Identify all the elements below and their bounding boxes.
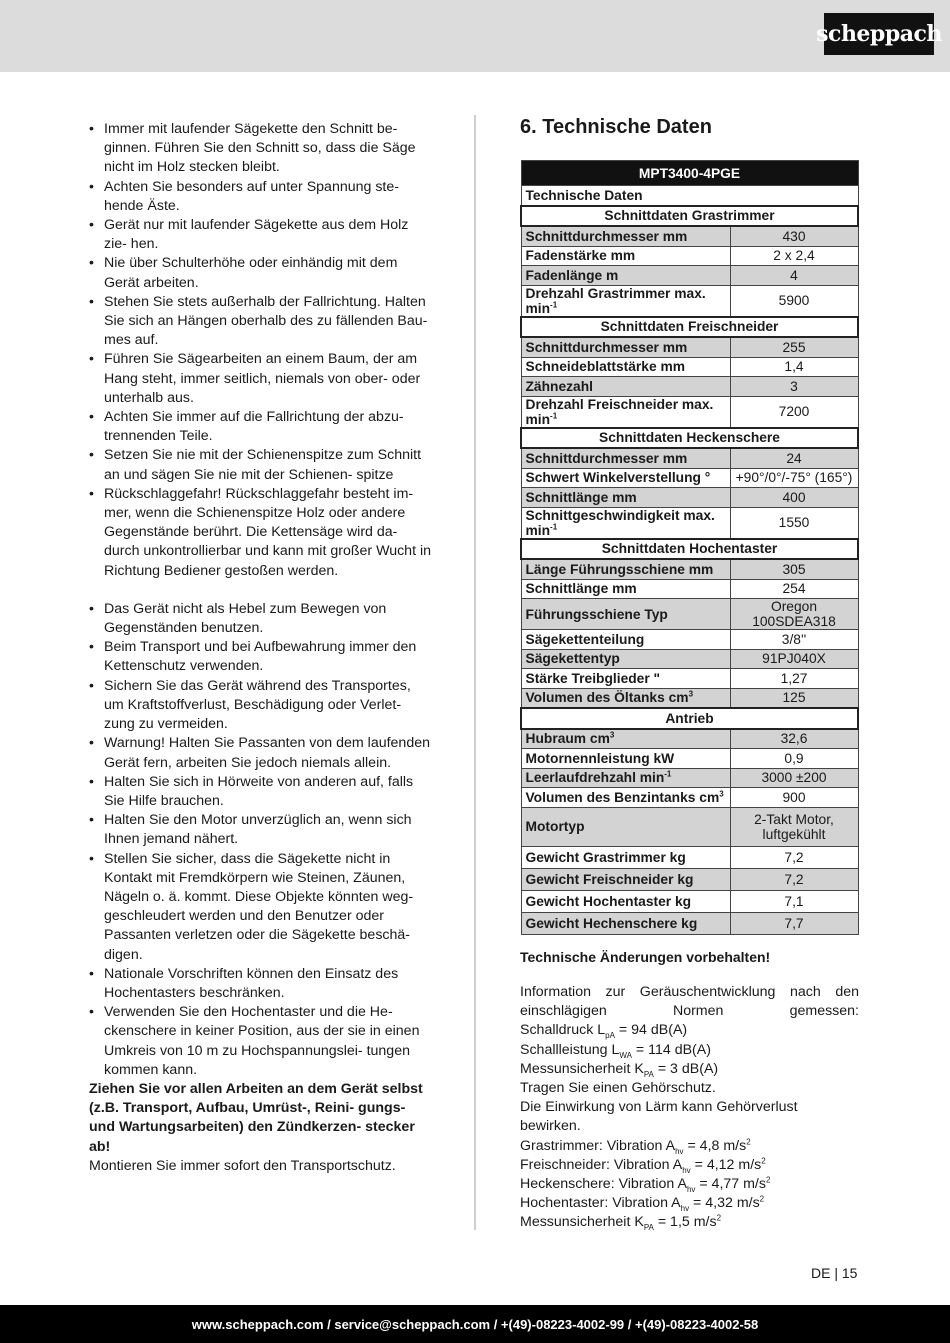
spec-label: Hubraum $cm^3$ xyxy=(521,729,730,749)
table-row xyxy=(521,788,858,808)
table-row xyxy=(521,669,858,689)
list-item: • Setzen Sie nie mit der Schienenspitze zum Schnitt an und sägen Sie nie mit der Schienen- spitze xyxy=(89,447,422,483)
spec-label: Volumen des Öltanks $cm^3$ xyxy=(521,688,730,708)
table-row xyxy=(521,599,858,630)
spec-value: Oregon 100SDEA318 xyxy=(730,599,858,630)
table-row xyxy=(521,868,858,890)
spec-label: Fadenlänge m xyxy=(521,266,730,286)
spec-label: Sägekettenteilung xyxy=(521,630,730,650)
td-label: Technische Daten xyxy=(521,186,858,206)
list-item: • Das Gerät nicht als Hebel zum Bewegen von Gegenständen benutzen. xyxy=(89,600,387,637)
table-row xyxy=(521,507,858,539)
list-item: • Immer mit laufender Sägekette den Schnitt be- ginnen. Führen Sie den Schnitt so, dass die Säge nicht im Holz stecken bleibt. xyxy=(89,121,416,176)
spec-label: Schnittdurchmesser mm xyxy=(521,226,730,246)
noise-line: Tragen Sie einen Gehörschutz. xyxy=(520,1080,716,1097)
table-row xyxy=(521,488,858,508)
bullet-list-2 xyxy=(89,600,434,1080)
spec-label: Schnittlänge mm xyxy=(521,579,730,599)
table-row xyxy=(521,246,858,266)
vibration-line: Grastrimmer: Vibration $A_{hv} = 4,8$ $m/s^2$ xyxy=(520,1136,751,1156)
spec-value: 24 xyxy=(730,448,858,468)
spec-value: 125 xyxy=(730,688,858,708)
spec-label: Fadenstärke mm xyxy=(521,246,730,266)
section-grastrimmer xyxy=(521,206,858,227)
section-freischneider xyxy=(521,317,858,338)
technical-data-column xyxy=(520,115,860,1233)
list-item: • Halten Sie sich in Hörweite von anderen auf, falls Sie Hilfe brauchen. xyxy=(89,773,414,809)
page-number: DE | 15 xyxy=(811,1265,858,1281)
table-row xyxy=(521,396,858,428)
list-item: • Achten Sie immer auf die Fallrichtung der abzu- trennenden Teile. xyxy=(89,409,404,445)
page-header xyxy=(0,0,950,72)
bold-note: Ziehen Sie vor allen Arbeiten an dem Gerät selbst (z.B. Transport, Aufbau, Umrüst-, Reini- gungs- und Wartungsarbeiten) den Zündkerzen- stecker ab! xyxy=(89,1080,423,1155)
section-heckenschere xyxy=(521,428,858,449)
last-line: Montieren Sie immer sofort den Transportschutz. xyxy=(89,1157,396,1174)
spec-value: 400 xyxy=(730,488,858,508)
model-header xyxy=(521,161,858,186)
vibration-line: Freischneider: Vibration $A_{hv} = 4,12$ $m/s^2$ xyxy=(520,1156,766,1175)
spec-label: Schnittdurchmesser mm xyxy=(521,448,730,468)
section-grastrimmer-cell: Schnittdaten Grastrimmer xyxy=(521,206,858,227)
spec-label: Schnittgeschwindigkeit max. $\min^{-1}$ xyxy=(521,507,730,539)
section-antrieb-cell: Antrieb xyxy=(521,708,858,729)
spec-value: 3 xyxy=(730,377,858,397)
noise-line: Schallleistung $L_{WA} = 114$ dB(A) xyxy=(520,1041,711,1060)
spec-label: Schnittlänge mm xyxy=(521,488,730,508)
spec-value: 5900 xyxy=(730,285,858,317)
section-title: 6. Technische Daten xyxy=(520,116,712,138)
spec-value: 305 xyxy=(730,559,858,579)
list-item: • Beim Transport und bei Aufbewahrung immer den Kettenschutz verwenden. xyxy=(89,639,417,675)
list-item: • Nie über Schulterhöhe oder einhändig mit dem Gerät arbeiten. xyxy=(89,255,398,291)
spec-label: Volumen des Benzintanks $cm^3$ xyxy=(521,788,730,808)
table-row xyxy=(521,266,858,286)
spec-value: 7,2 xyxy=(730,868,858,890)
table-row xyxy=(521,912,858,934)
spec-label: Schneideblattstärke mm xyxy=(521,357,730,377)
table-row xyxy=(521,468,858,488)
table-row xyxy=(521,186,858,206)
table-row xyxy=(521,559,858,579)
list-item: • Gerät nur mit laufender Sägekette aus dem Holz zie- hen. xyxy=(89,217,409,253)
table-row xyxy=(521,377,858,397)
model-header-cell: MPT3400-4PGE xyxy=(521,161,858,186)
spec-label: Drehzahl Freischneider max. $\min^{-1}$ xyxy=(521,396,730,428)
spec-value: 900 xyxy=(730,788,858,808)
list-item: • Stellen Sie sicher, dass die Sägekette nicht in Kontakt mit Fremdkörpern wie Steinen, Zäunen, Nägeln o. ä. kommt. Diese Objekte könnten weg- geschleudert werden und den Benutzer oder Passanten verletzen oder die Sägekette beschä- digen. xyxy=(89,850,414,963)
spec-label: Schnittdurchmesser mm xyxy=(521,337,730,357)
spec-label: Motortyp xyxy=(521,807,730,846)
section-hochentaster-cell: Schnittdaten Hochentaster xyxy=(521,539,858,560)
page-footer xyxy=(0,1305,950,1343)
table-row xyxy=(521,285,858,317)
spec-value: 7,2 xyxy=(730,846,858,868)
vibration-line: Hochentaster: Vibration $A_{hv} = 4,32$ $m/s^2$ xyxy=(520,1194,765,1214)
section-antrieb xyxy=(521,708,858,729)
spec-value: 2 x 2,4 xyxy=(730,246,858,266)
spec-value: 1550 xyxy=(730,507,858,539)
noise-line: Messunsicherheit $K_{PA} = 3$ dB(A) xyxy=(520,1060,719,1079)
spec-value: 4 xyxy=(730,266,858,286)
changes-notice: Technische Änderungen vorbehalten! xyxy=(520,949,771,965)
spec-table xyxy=(520,160,859,935)
table-row xyxy=(521,768,858,788)
spec-label: Gewicht Hechenschere kg xyxy=(521,912,730,934)
spec-value: 1,4 xyxy=(730,357,858,377)
section-heckenschere-cell: Schnittdaten Heckenschere xyxy=(521,428,858,449)
list-item: • Verwenden Sie den Hochentaster und die He- ckenschere in keiner Position, aus der sie in einen Umkreis von 10 m zu Hochspannungslei- tungen kommen kann. xyxy=(89,1004,420,1078)
spec-label: Leerlaufdrehzahl $\min^{-1}$ xyxy=(521,768,730,788)
section-freischneider-cell: Schnittdaten Freischneider xyxy=(521,317,858,338)
spec-value: 7,7 xyxy=(730,912,858,934)
list-item: • Halten Sie den Motor unverzüglich an, wenn sich Ihnen jemand nähert. xyxy=(89,812,412,848)
noise-line: Messunsicherheit $K_{PA} = 1,5$ $m/s^2$ xyxy=(520,1213,722,1233)
spec-label: Sägekettentyp xyxy=(521,649,730,669)
table-row xyxy=(521,749,858,769)
list-item: • Achten Sie besonders auf unter Spannung ste- hende Äste. xyxy=(89,178,399,214)
brand-logo: scheppach xyxy=(824,13,934,55)
section-hochentaster xyxy=(521,539,858,560)
list-item: • Rückschlaggefahr! Rückschlaggefahr besteht im- mer, wenn die Schienenspitze Holz oder andere Gegenstände berührt. Die Kettensäge wird da- durch unkontrollierbar und kann mit großer Wucht in Richtung Bediener gestoßen werden. xyxy=(89,485,431,579)
list-item: • Nationale Vorschriften können den Einsatz des Hochentasters beschränken. xyxy=(89,965,399,1001)
list-item: • Sichern Sie das Gerät während des Transportes, um Kraftstoffverlust, Beschädigung oder Verlet- zung zu vermeiden. xyxy=(89,677,411,733)
spec-value: 254 xyxy=(730,579,858,599)
spec-value: 0,9 xyxy=(730,749,858,769)
safety-instructions xyxy=(89,120,434,1176)
bullet-list-1 xyxy=(89,120,434,581)
spec-value: 7200 xyxy=(730,396,858,428)
table-row xyxy=(521,729,858,749)
list-item: • Warnung! Halten Sie Passanten von dem laufenden Gerät fern, arbeiten Sie jedoch niemals allein. xyxy=(89,735,430,771)
spec-value: 3000 ±200 xyxy=(730,768,858,788)
table-row xyxy=(521,688,858,708)
table-row xyxy=(521,226,858,246)
table-row xyxy=(521,579,858,599)
spec-value: 255 xyxy=(730,337,858,357)
table-row xyxy=(521,649,858,669)
table-row xyxy=(521,357,858,377)
noise-info xyxy=(520,983,859,1233)
spec-label: Zähnezahl xyxy=(521,377,730,397)
table-row xyxy=(521,807,858,846)
noise-intro: Information zur Geräuschentwicklung nach den einschlägigen Normen gemessen: xyxy=(520,984,859,1020)
spec-label: Motornennleistung kW xyxy=(521,749,730,769)
noise-line: Schalldruck $L_{pA} = 94$ dB(A) xyxy=(520,1022,688,1041)
vibration-line: Heckenschere: Vibration $A_{hv} = 4,77$ $m/s^2$ xyxy=(520,1175,771,1194)
spec-label: Gewicht Freischneider kg xyxy=(521,868,730,890)
list-item: • Führen Sie Sägearbeiten an einem Baum, der am Hang steht, immer seitlich, niemals von ober- oder unterhalb aus. xyxy=(89,351,421,406)
spec-label: Stärke Treibglieder " xyxy=(521,669,730,689)
spec-value: 7,1 xyxy=(730,890,858,912)
spec-value: +90°/0°/-75° (165°) xyxy=(730,468,858,488)
contact-line: www.scheppach.com / service@scheppach.com / +(49)-08223-4002-99 / +(49)-08223-4002-58 xyxy=(191,1316,759,1332)
spec-value: 3/8'' xyxy=(730,630,858,650)
spec-label: Schwert Winkelverstellung ° xyxy=(521,468,730,488)
spec-value: 430 xyxy=(730,226,858,246)
table-row xyxy=(521,337,858,357)
table-row xyxy=(521,846,858,868)
spec-label: Drehzahl Grastrimmer max. $\min^{-1}$ xyxy=(521,285,730,317)
spec-value: 1,27 xyxy=(730,669,858,689)
noise-line: Die Einwirkung von Lärm kann Gehörverlust bewirken. xyxy=(520,1099,798,1135)
spec-label: Gewicht Grastrimmer kg xyxy=(521,846,730,868)
list-item: • Stehen Sie stets außerhalb der Fallrichtung. Halten Sie sich an Hängen oberhalb des zu fällenden Bau- mes auf. xyxy=(89,293,428,349)
spec-label: Gewicht Hochentaster kg xyxy=(521,890,730,912)
spec-value: 91PJ040X xyxy=(730,649,858,669)
spec-label: Länge Führungsschiene mm xyxy=(521,559,730,579)
spec-value: 2-Takt Motor, luftgekühlt xyxy=(730,807,858,846)
table-row xyxy=(521,890,858,912)
spec-label: Führungsschiene Typ xyxy=(521,599,730,630)
table-row xyxy=(521,448,858,468)
spec-value: 32,6 xyxy=(730,729,858,749)
column-divider xyxy=(474,115,476,1230)
table-row xyxy=(521,630,858,650)
